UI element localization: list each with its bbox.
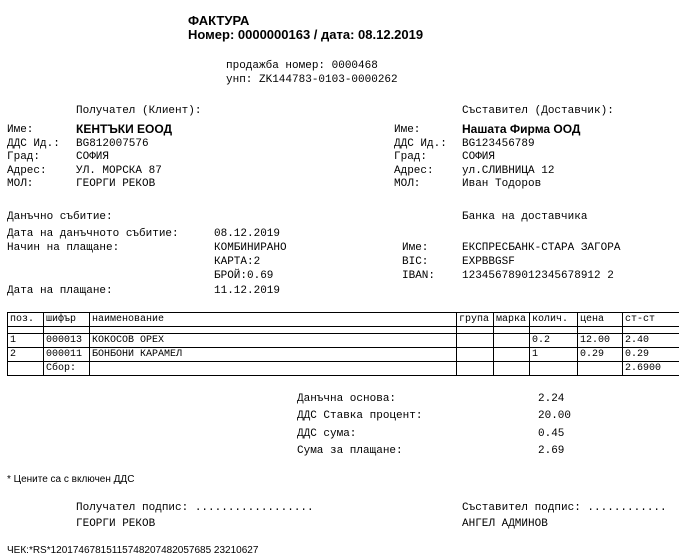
tax-base-label: Данъчна основа: bbox=[297, 393, 397, 405]
col-header-group: група bbox=[457, 313, 494, 327]
payment-method-card: КАРТА:2 bbox=[214, 256, 261, 268]
supplier-vat-label: ДДС Ид.: bbox=[394, 138, 447, 150]
row-price: 12.00 bbox=[578, 334, 623, 348]
row-quantity: 0.2 bbox=[530, 334, 578, 348]
supplier-mol-label: МОЛ: bbox=[394, 178, 421, 190]
payment-date: 11.12.2019 bbox=[214, 285, 281, 297]
supplier-signature-line: Съставител подпис: ............ bbox=[462, 502, 667, 514]
row-value: 2.40 bbox=[623, 334, 679, 348]
col-header-price: цена bbox=[578, 313, 623, 327]
payment-date-label: Дата на плащане: bbox=[7, 285, 113, 297]
tax-base-value: 2.24 bbox=[538, 393, 565, 405]
row-group bbox=[457, 334, 494, 348]
total-value: 2.6900 bbox=[623, 362, 679, 376]
col-header-brand: марка bbox=[494, 313, 530, 327]
tax-event-date: 08.12.2019 bbox=[214, 228, 281, 240]
unp-code: унп: ZK144783-0103-0000262 bbox=[226, 74, 398, 86]
bank-bic-label: BIC: bbox=[402, 256, 429, 268]
supplier-signature-name: АНГЕЛ АДМИНОВ bbox=[462, 518, 548, 530]
recipient-name: КЕНТЪКИ ЕООД bbox=[76, 122, 173, 136]
pay-sum-value: 2.69 bbox=[538, 445, 565, 457]
bank-name-label: Име: bbox=[402, 242, 429, 254]
recipient-signature-line: Получател подпис: .................. bbox=[76, 502, 314, 514]
col-header-name: наименование bbox=[90, 313, 457, 327]
bank-name: ЕКСПРЕСБАНК-СТАРА ЗАГОРА bbox=[462, 242, 621, 254]
supplier-city-label: Град: bbox=[394, 151, 428, 163]
recipient-mol: ГЕОРГИ РЕКОВ bbox=[76, 178, 156, 190]
total-label: Сбор: bbox=[44, 362, 90, 376]
row-position: 1 bbox=[8, 334, 44, 348]
supplier-name-label: Име: bbox=[394, 124, 421, 136]
supplier-name: Нашата Фирма ООД bbox=[462, 122, 581, 136]
bank-bic: EXPBBGSF bbox=[462, 256, 515, 268]
bank-heading: Банка на доставчика bbox=[462, 211, 588, 223]
recipient-address: УЛ. МОРСКА 87 bbox=[76, 165, 162, 177]
row-code: 000011 bbox=[44, 348, 90, 362]
payment-method-label: Начин на плащане: bbox=[7, 242, 120, 254]
row-brand bbox=[494, 348, 530, 362]
payment-method-combined: КОМБИНИРАНО bbox=[214, 242, 287, 254]
recipient-signature-name: ГЕОРГИ РЕКОВ bbox=[76, 518, 156, 530]
vat-sum-label: ДДС сума: bbox=[297, 428, 357, 440]
pay-sum-label: Сума за плащане: bbox=[297, 445, 403, 457]
vat-sum-value: 0.45 bbox=[538, 428, 565, 440]
supplier-vat: BG123456789 bbox=[462, 138, 535, 150]
supplier-heading: Съставител (Доставчик): bbox=[462, 105, 614, 117]
row-name: БОНБОНИ КАРАМЕЛ bbox=[90, 348, 457, 362]
row-quantity: 1 bbox=[530, 348, 578, 362]
row-name: КОКОСОВ ОРЕХ bbox=[90, 334, 457, 348]
recipient-vat: BG812007576 bbox=[76, 138, 149, 150]
row-brand bbox=[494, 334, 530, 348]
row-value: 0.29 bbox=[623, 348, 679, 362]
col-header-position: поз. bbox=[8, 313, 44, 327]
recipient-address-label: Адрес: bbox=[7, 165, 47, 177]
recipient-city-label: Град: bbox=[7, 151, 41, 163]
bank-iban: 123456789012345678912 2 bbox=[462, 270, 614, 282]
table-spacer-row bbox=[8, 327, 679, 334]
vat-rate-label: ДДС Ставка процент: bbox=[297, 410, 423, 422]
receipt-code: ЧЕК:*RS*12017467815115748207482057685 23210627 bbox=[7, 545, 259, 556]
row-position: 2 bbox=[8, 348, 44, 362]
invoice-title: ФАКТУРА bbox=[188, 13, 250, 28]
table-total-row bbox=[8, 362, 679, 376]
recipient-name-label: Име: bbox=[7, 124, 34, 136]
tax-event-heading: Данъчно събитие: bbox=[7, 211, 113, 223]
supplier-address: ул.СЛИВНИЦА 12 bbox=[462, 165, 555, 177]
row-price: 0.29 bbox=[578, 348, 623, 362]
recipient-heading: Получател (Клиент): bbox=[76, 105, 202, 117]
vat-rate-value: 20.00 bbox=[538, 410, 572, 422]
col-header-value: ст-ст bbox=[623, 313, 679, 327]
supplier-address-label: Адрес: bbox=[394, 165, 434, 177]
invoice-number-date: Номер: 0000000163 / дата: 08.12.2019 bbox=[188, 27, 424, 42]
recipient-vat-label: ДДС Ид.: bbox=[7, 138, 60, 150]
col-header-code: шифър bbox=[44, 313, 90, 327]
supplier-city: СОФИЯ bbox=[462, 151, 496, 163]
col-header-quantity: колич. bbox=[530, 313, 578, 327]
supplier-mol: Иван Тодоров bbox=[462, 178, 542, 190]
vat-included-note: * Цените са с включен ДДС bbox=[7, 474, 135, 485]
table-row bbox=[8, 334, 679, 348]
items-table bbox=[7, 312, 679, 376]
sale-number: продажба номер: 0000468 bbox=[226, 60, 378, 72]
row-code: 000013 bbox=[44, 334, 90, 348]
table-header-row bbox=[8, 313, 679, 327]
bank-iban-label: IBAN: bbox=[402, 270, 436, 282]
recipient-mol-label: МОЛ: bbox=[7, 178, 34, 190]
recipient-city: СОФИЯ bbox=[76, 151, 110, 163]
tax-event-date-label: Дата на данъчното събитие: bbox=[7, 228, 179, 240]
row-group bbox=[457, 348, 494, 362]
payment-method-cash: БРОЙ:0.69 bbox=[214, 270, 274, 282]
table-row bbox=[8, 348, 679, 362]
